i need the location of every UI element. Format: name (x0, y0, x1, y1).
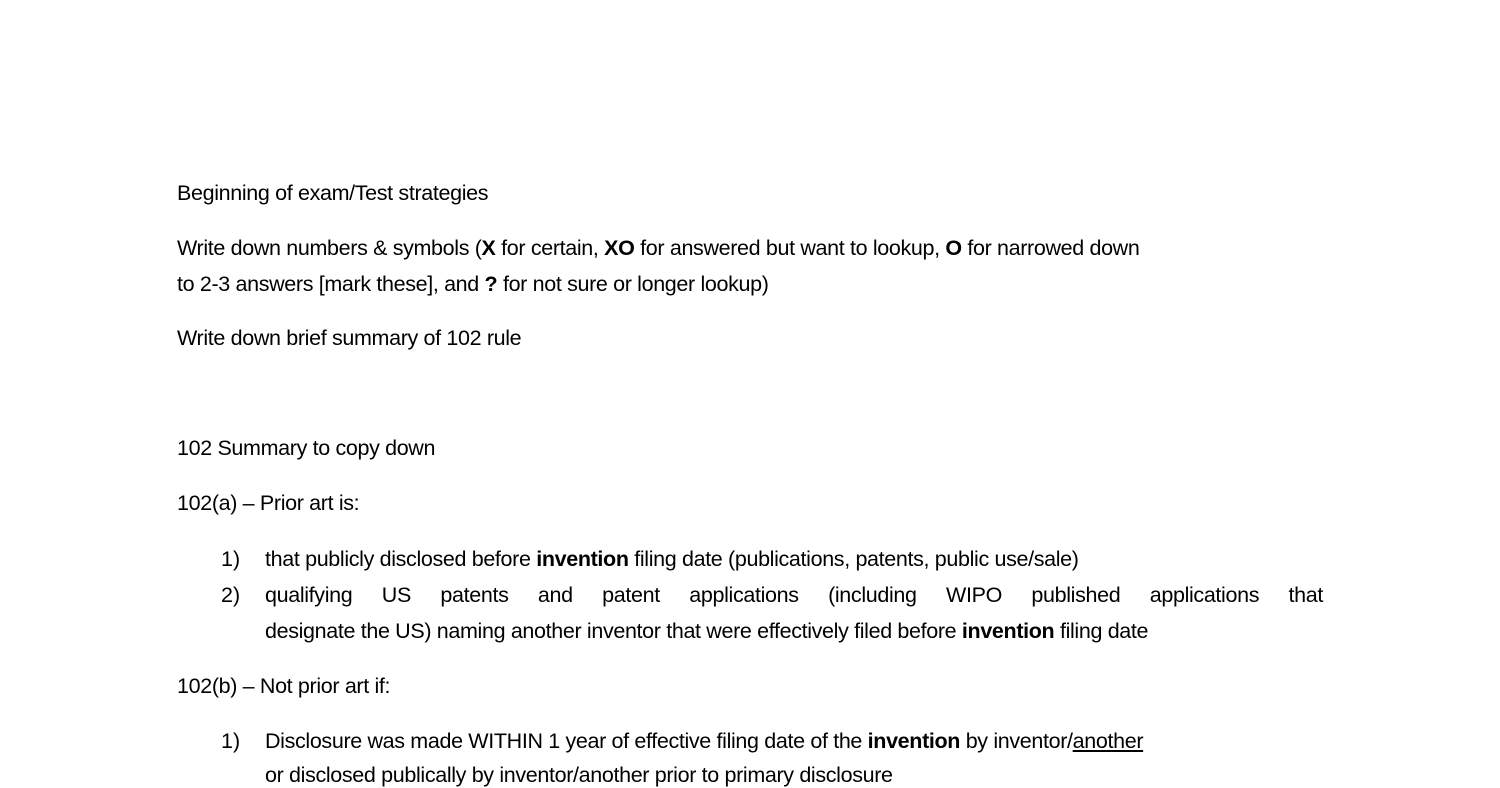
symbol-question: ? (484, 272, 498, 296)
underlined-text: another (1072, 729, 1144, 753)
list-item-102a-2-line1: qualifying US patents and patent applications (including WIPO published applications that (265, 583, 1323, 607)
text: for narrowed down (961, 236, 1140, 260)
bold-text: invention (961, 619, 1055, 643)
text: by inventor/ (960, 729, 1073, 753)
text: filing date (publications, patents, public use/sale) (628, 547, 1079, 571)
bold-text: invention (536, 547, 629, 571)
symbol-x: X (481, 236, 496, 260)
text: filing date (1054, 619, 1149, 643)
list-number: 2) (221, 583, 241, 607)
text: for not sure or longer lookup) (497, 272, 769, 296)
text: Disclosure was made WITHIN 1 year of effective filing date of the (265, 729, 868, 753)
symbols-line-2 (177, 271, 769, 297)
list-item-102b-1-line2: or disclosed publically by inventor/another prior to primary disclosure (265, 763, 893, 787)
section-102b-title: 102(b) – Not prior art if: (177, 674, 391, 698)
heading-102-summary: 102 Summary to copy down (177, 436, 436, 460)
symbol-xo: XO (604, 236, 635, 260)
section-102a-title: 102(a) – Prior art is: (177, 491, 360, 515)
text: that publicly disclosed before (265, 547, 537, 571)
bold-text: invention (867, 729, 961, 753)
text: Write down numbers & symbols ( (177, 236, 482, 260)
summary-instruction: Write down brief summary of 102 rule (177, 326, 522, 350)
heading-exam-strategies: Beginning of exam/Test strategies (177, 181, 489, 205)
list-number: 1) (221, 547, 241, 571)
text: designate the US) naming another inventor that were effectively filed before (265, 619, 962, 643)
symbol-o: O (945, 236, 962, 260)
text: for certain, (495, 236, 605, 260)
list-item-102a-2-line2 (265, 618, 1148, 644)
list-item-102a-1 (265, 546, 1079, 572)
symbols-line-1 (177, 235, 1139, 261)
text: for answered but want to lookup, (634, 236, 946, 260)
list-item-102b-1-line1 (265, 728, 1143, 754)
text: to 2-3 answers [mark these], and (177, 272, 485, 296)
list-number: 1) (221, 729, 241, 753)
